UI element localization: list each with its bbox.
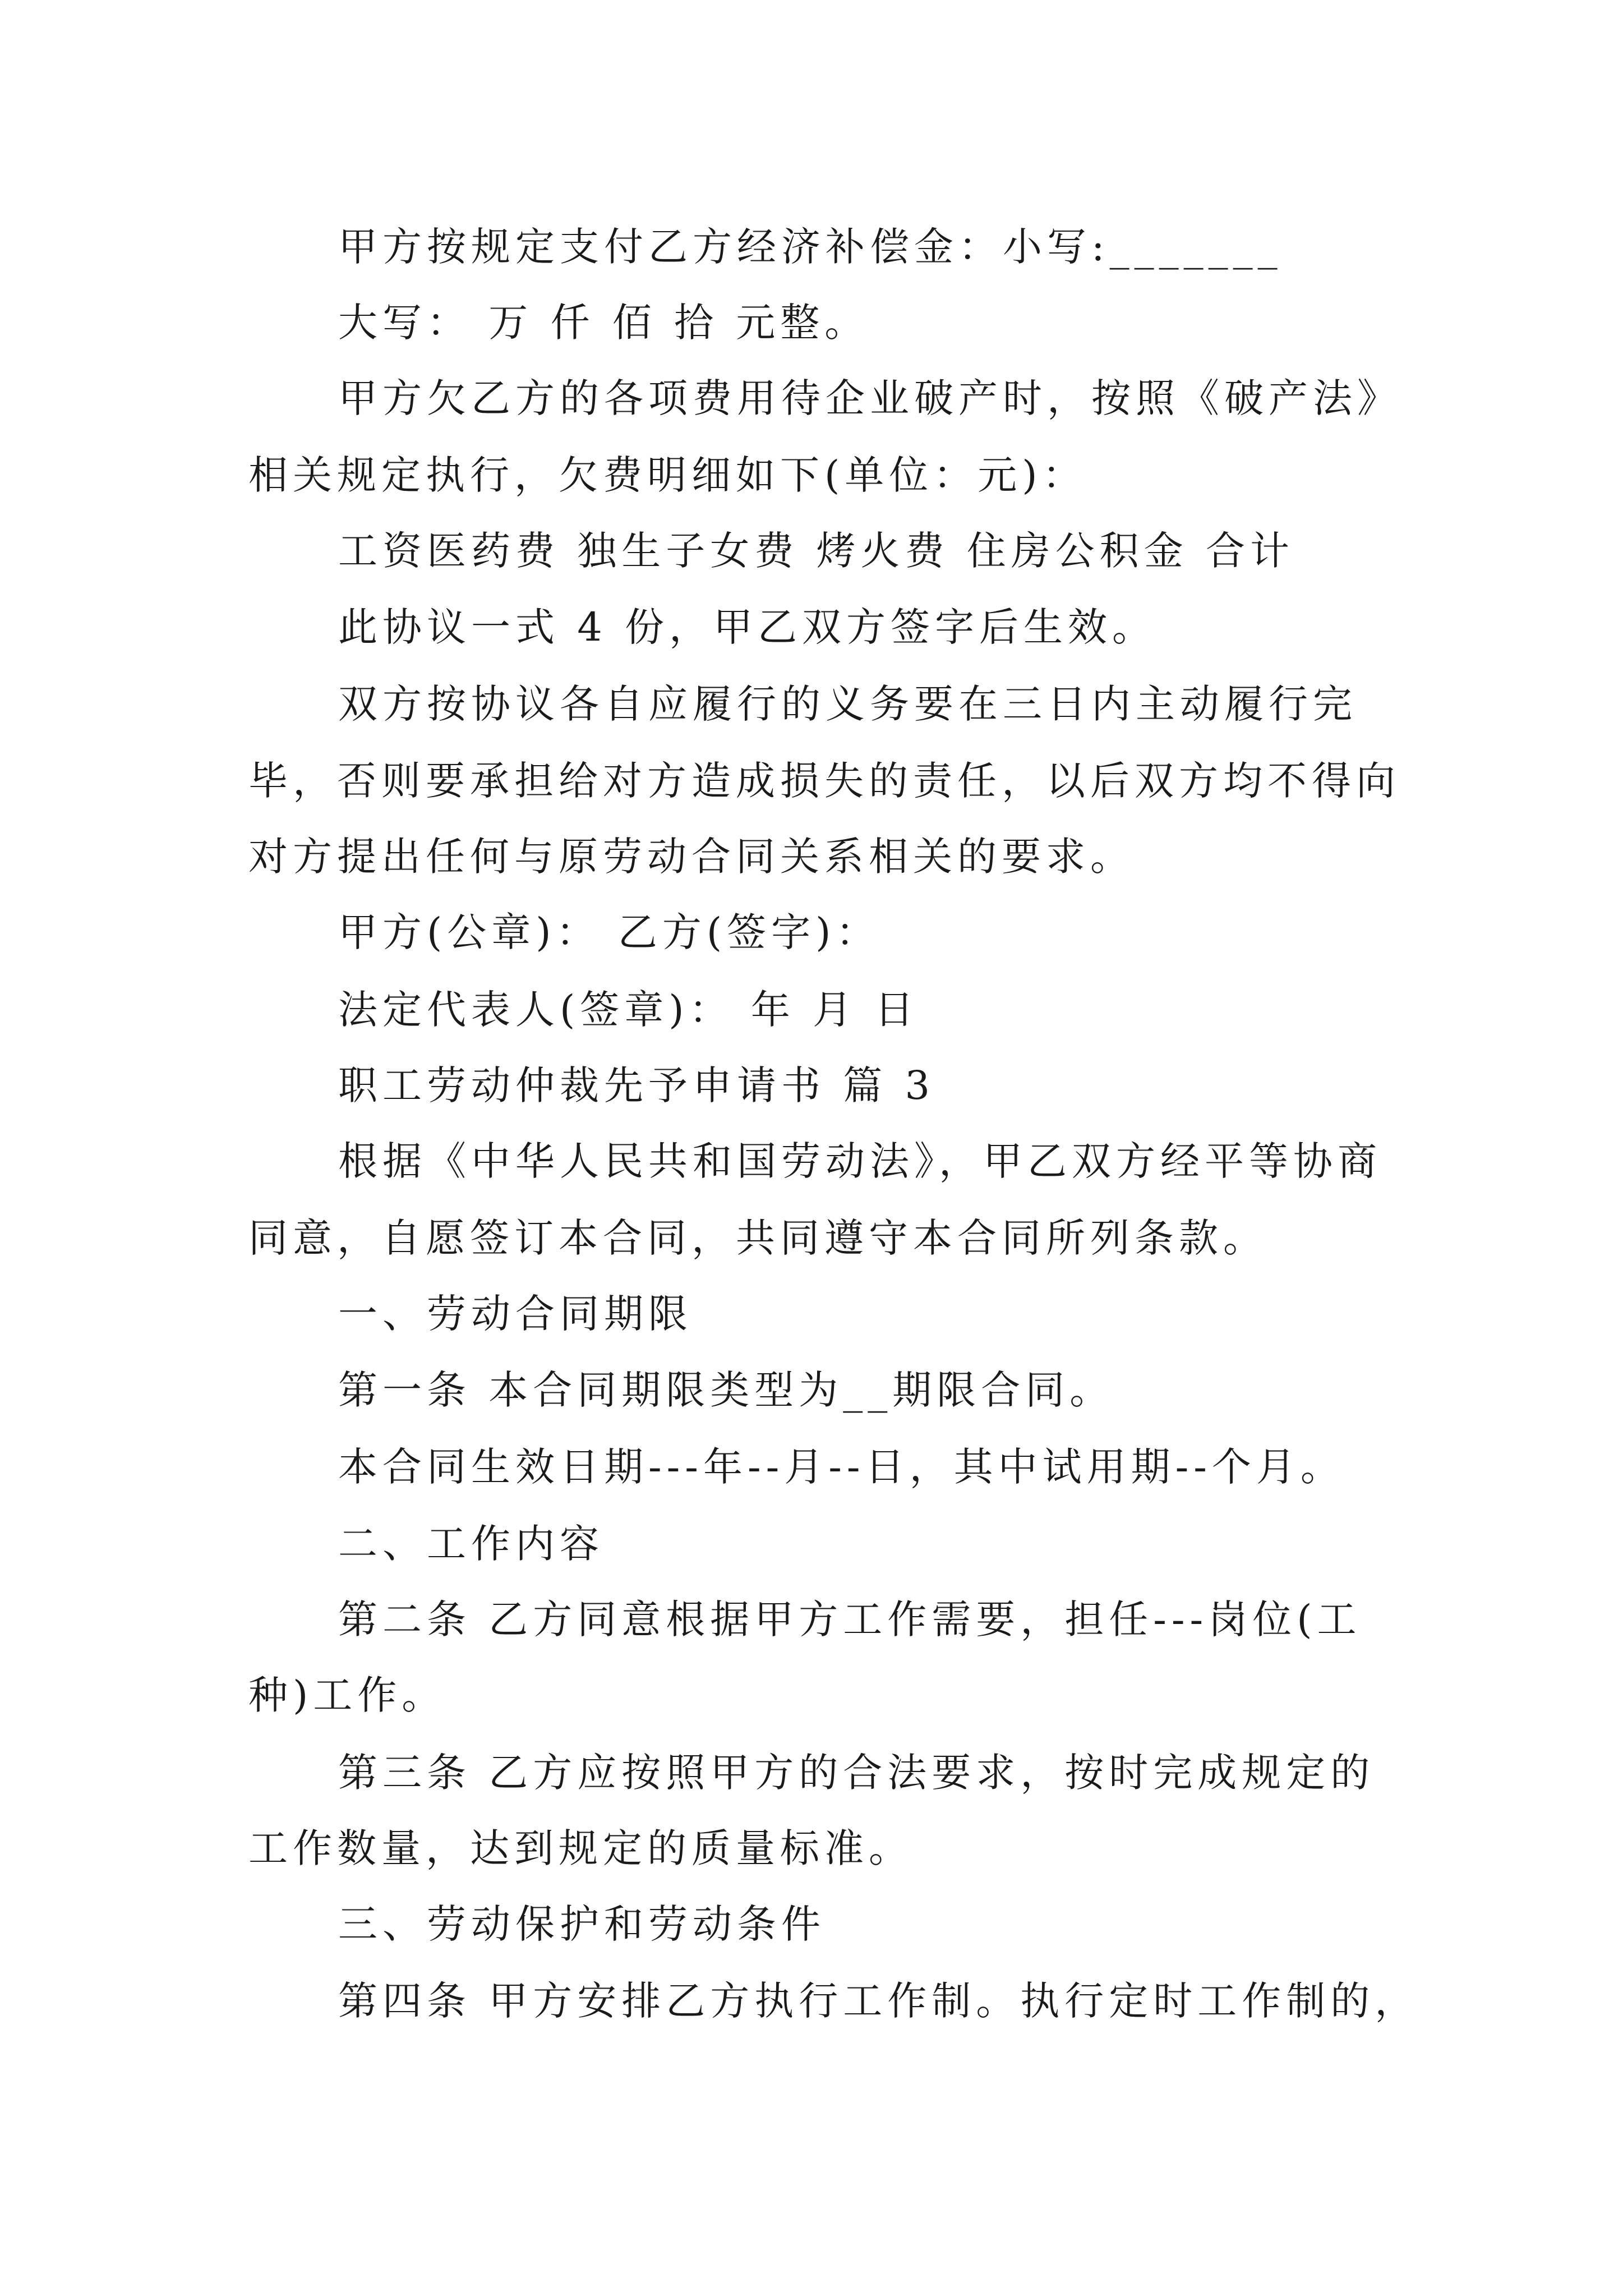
text-line-4: 相关规定执行，欠费明细如下(单位：元)：: [248, 452, 1087, 498]
text-line-17: 本合同生效日期---年--月--日，其中试用期--个月。: [338, 1444, 1345, 1490]
subheading-3: 三、劳动保护和劳动条件: [338, 1901, 826, 1947]
text-line-11: 法定代表人(签章)： 年 月 日: [338, 987, 919, 1033]
text-line-13: 根据《中华人民共和国劳动法》，甲乙双方经平等协商: [338, 1138, 1382, 1184]
text-line-8: 毕，否则要承担给对方造成损失的责任，以后双方均不得向: [248, 758, 1400, 804]
text-line-21: 第三条 乙方应按照甲方的合法要求，按时完成规定的: [338, 1750, 1375, 1796]
text-line-16: 第一条 本合同期限类型为__期限合同。: [338, 1367, 1114, 1413]
text-line-3: 甲方欠乙方的各项费用待企业破产时，按照《破产法》: [338, 375, 1401, 421]
text-line-20: 种)工作。: [248, 1672, 446, 1718]
text-line-9: 对方提出任何与原劳动合同关系相关的要求。: [248, 834, 1135, 880]
text-line-7: 双方按协议各自应履行的义务要在三日内主动履行完: [338, 681, 1357, 727]
text-line-22: 工作数量，达到规定的质量标准。: [248, 1825, 913, 1871]
text-line-14: 同意，自愿签订本合同，共同遵守本合同所列条款。: [248, 1215, 1267, 1261]
section-heading: 职工劳动仲裁先予申请书 篇 3: [338, 1062, 935, 1108]
text-line-10: 甲方(公章)： 乙方(签字)：: [338, 909, 880, 955]
text-line-5: 工资医药费 独生子女费 烤火费 住房公积金 合计: [338, 528, 1295, 574]
subheading-1: 一、劳动合同期限: [338, 1291, 693, 1337]
text-line-19: 第二条 乙方同意根据甲方工作需要，担任---岗位(工: [338, 1596, 1362, 1642]
subheading-2: 二、工作内容: [338, 1521, 604, 1567]
text-line-6: 此协议一式 4 份，甲乙双方签字后生效。: [338, 604, 1157, 650]
text-line-1: 甲方按规定支付乙方经济补偿金：小写:_______: [338, 224, 1283, 270]
text-line-24: 第四条 甲方安排乙方执行工作制。执行定时工作制的，: [338, 1978, 1419, 2024]
text-line-2: 大写： 万 仟 佰 拾 元整。: [338, 300, 869, 346]
